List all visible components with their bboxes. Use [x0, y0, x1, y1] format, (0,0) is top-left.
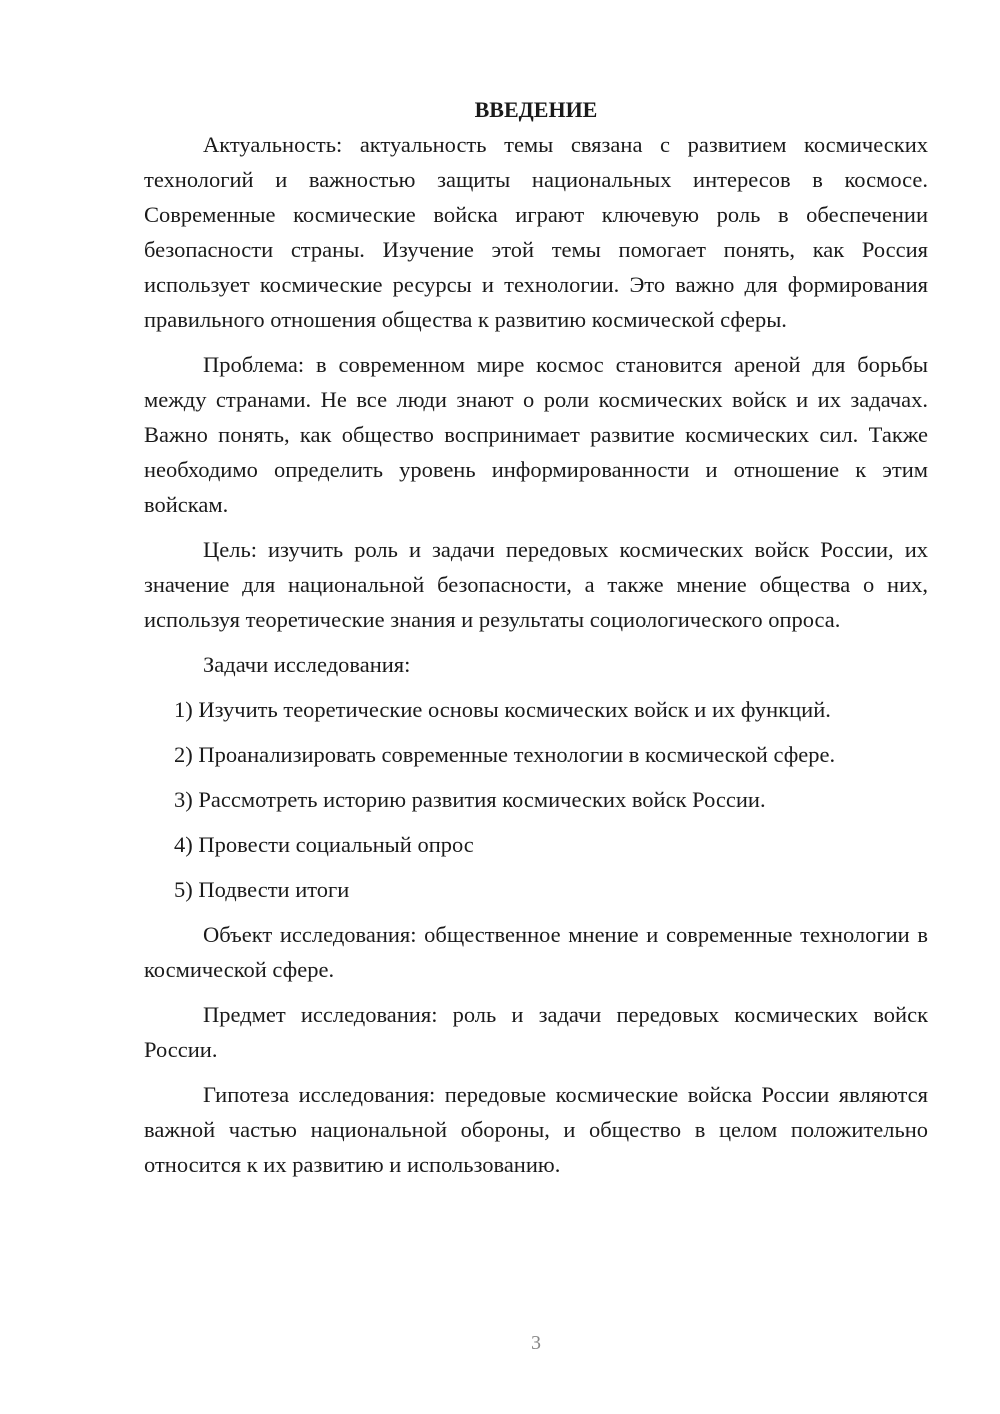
list-item: 5) Подвести итоги	[174, 877, 350, 902]
object-paragraph: Объект исследования: общественное мнение и современные технологии в космической сфере.	[144, 922, 928, 982]
list-item: 2) Проанализировать современные технологии в космической сфере.	[174, 742, 836, 767]
goal-paragraph: Цель: изучить роль и задачи передовых космических войск России, их значение для национальной безопасности, а также мнение общества о них, используя теоретические знания и результаты социологического опроса.	[144, 537, 928, 632]
tasks-list	[144, 692, 928, 907]
list-item: 1) Изучить теоретические основы космических войск и их функций.	[174, 697, 831, 722]
problem-paragraph: Проблема: в современном мире космос становится ареной для борьбы между странами. Не все люди знают о роли космических войск и их задачах. Важно понять, как общество воспринимает развитие космических сил. Также необходимо определить уровень информированности и отношение к этим войскам.	[144, 352, 928, 517]
list-item: 3) Рассмотреть историю развития космических войск России.	[174, 787, 766, 812]
page-content	[144, 92, 928, 1182]
section-heading: ВВЕДЕНИЕ	[474, 97, 598, 122]
page-number: 3	[531, 1332, 541, 1354]
list-item: 4) Провести социальный опрос	[174, 832, 474, 857]
tasks-heading: Задачи исследования:	[203, 652, 411, 677]
relevance-paragraph: Актуальность: актуальность темы связана с развитием космических технологий и важностью защиты национальных интересов в космосе. Современные космические войска играют ключевую роль в обеспечении безопасности страны. Изучение этой темы помогает понять, как Россия использует космические ресурсы и технологии. Это важно для формирования правильного отношения общества к развитию космической сферы.	[144, 132, 928, 332]
subject-paragraph: Предмет исследования: роль и задачи передовых космических войск России.	[144, 1002, 928, 1062]
hypothesis-paragraph: Гипотеза исследования: передовые космические войска России являются важной частью национальной обороны, и общество в целом положительно относится к их развитию и использованию.	[144, 1082, 928, 1177]
